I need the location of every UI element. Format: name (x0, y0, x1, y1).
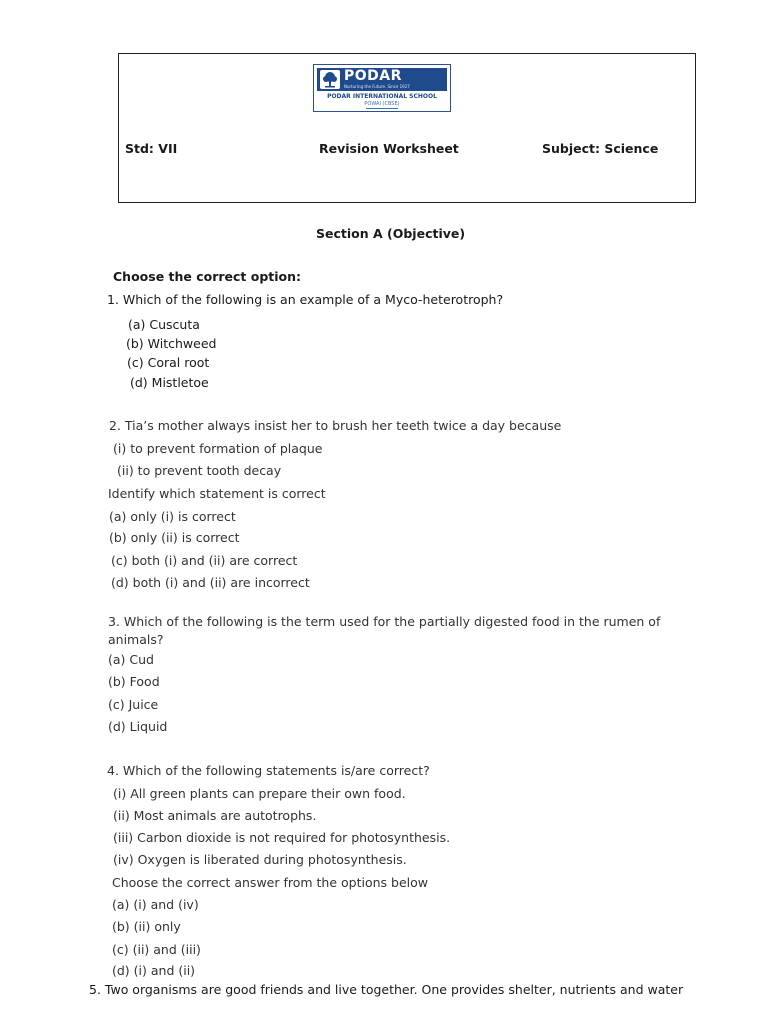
q2-prompt: Identify which statement is correct (108, 486, 326, 501)
q2-statement-i: (i) to prevent formation of plaque (113, 441, 323, 456)
q1-option-c: (c) Coral root (127, 355, 210, 370)
q4-option-a: (a) (i) and (iv) (112, 897, 199, 912)
q4-prompt: Choose the correct answer from the options below (112, 875, 429, 890)
subject-label: Subject: Science (542, 141, 659, 156)
worksheet-title: Revision Worksheet (319, 141, 459, 156)
section-title: Section A (Objective) (316, 226, 466, 241)
logo-tagline: Nurturing the Future. Since 1927 (344, 84, 410, 89)
q3-option-a: (a) Cud (108, 652, 154, 667)
q4-option-d: (d) (i) and (ii) (112, 963, 196, 978)
q4-statement-ii: (ii) Most animals are autotrophs. (113, 808, 317, 823)
logo-band (317, 68, 447, 91)
q4-option-c: (c) (ii) and (iii) (112, 942, 201, 957)
q4-option-b: (b) (ii) only (112, 919, 181, 934)
q2-option-c: (c) both (i) and (ii) are correct (111, 553, 298, 568)
q1-option-d: (d) Mistletoe (130, 375, 209, 390)
question-2: 2. Tia’s mother always insist her to brush her teeth twice a day because (109, 418, 562, 433)
question-3-line-2: animals? (108, 632, 164, 647)
q3-option-b: (b) Food (108, 674, 160, 689)
q4-statement-iii: (iii) Carbon dioxide is not required for photosynthesis. (113, 830, 451, 845)
q1-option-b: (b) Witchweed (126, 336, 217, 351)
tree-emblem-icon (320, 70, 340, 89)
question-3-line-1: 3. Which of the following is the term used for the partially digested food in the rumen of (108, 614, 661, 629)
question-5: 5. Two organisms are good friends and live together. One provides shelter, nutrients and water (89, 982, 684, 997)
question-4: 4. Which of the following statements is/are correct? (107, 763, 430, 778)
instruction: Choose the correct option: (113, 269, 302, 284)
q4-statement-i: (i) All green plants can prepare their own food. (113, 786, 406, 801)
logo-underline (366, 108, 398, 109)
logo-brand: PODAR (344, 68, 402, 84)
question-1: 1. Which of the following is an example of a Myco-heterotroph? (107, 292, 504, 307)
q2-option-d: (d) both (i) and (ii) are incorrect (111, 575, 310, 590)
q4-statement-iv: (iv) Oxygen is liberated during photosynthesis. (113, 852, 407, 867)
logo-branch: POWAI (CBSE) (364, 101, 400, 107)
q2-statement-ii: (ii) to prevent tooth decay (117, 463, 282, 478)
q2-option-b: (b) only (ii) is correct (109, 530, 240, 545)
school-logo (313, 64, 451, 112)
logo-school-name: PODAR INTERNATIONAL SCHOOL (327, 93, 437, 100)
q3-option-c: (c) Juice (108, 697, 159, 712)
q3-option-d: (d) Liquid (108, 719, 168, 734)
q1-option-a: (a) Cuscuta (128, 317, 200, 332)
std-label: Std: VII (125, 141, 178, 156)
q2-option-a: (a) only (i) is correct (109, 509, 236, 524)
